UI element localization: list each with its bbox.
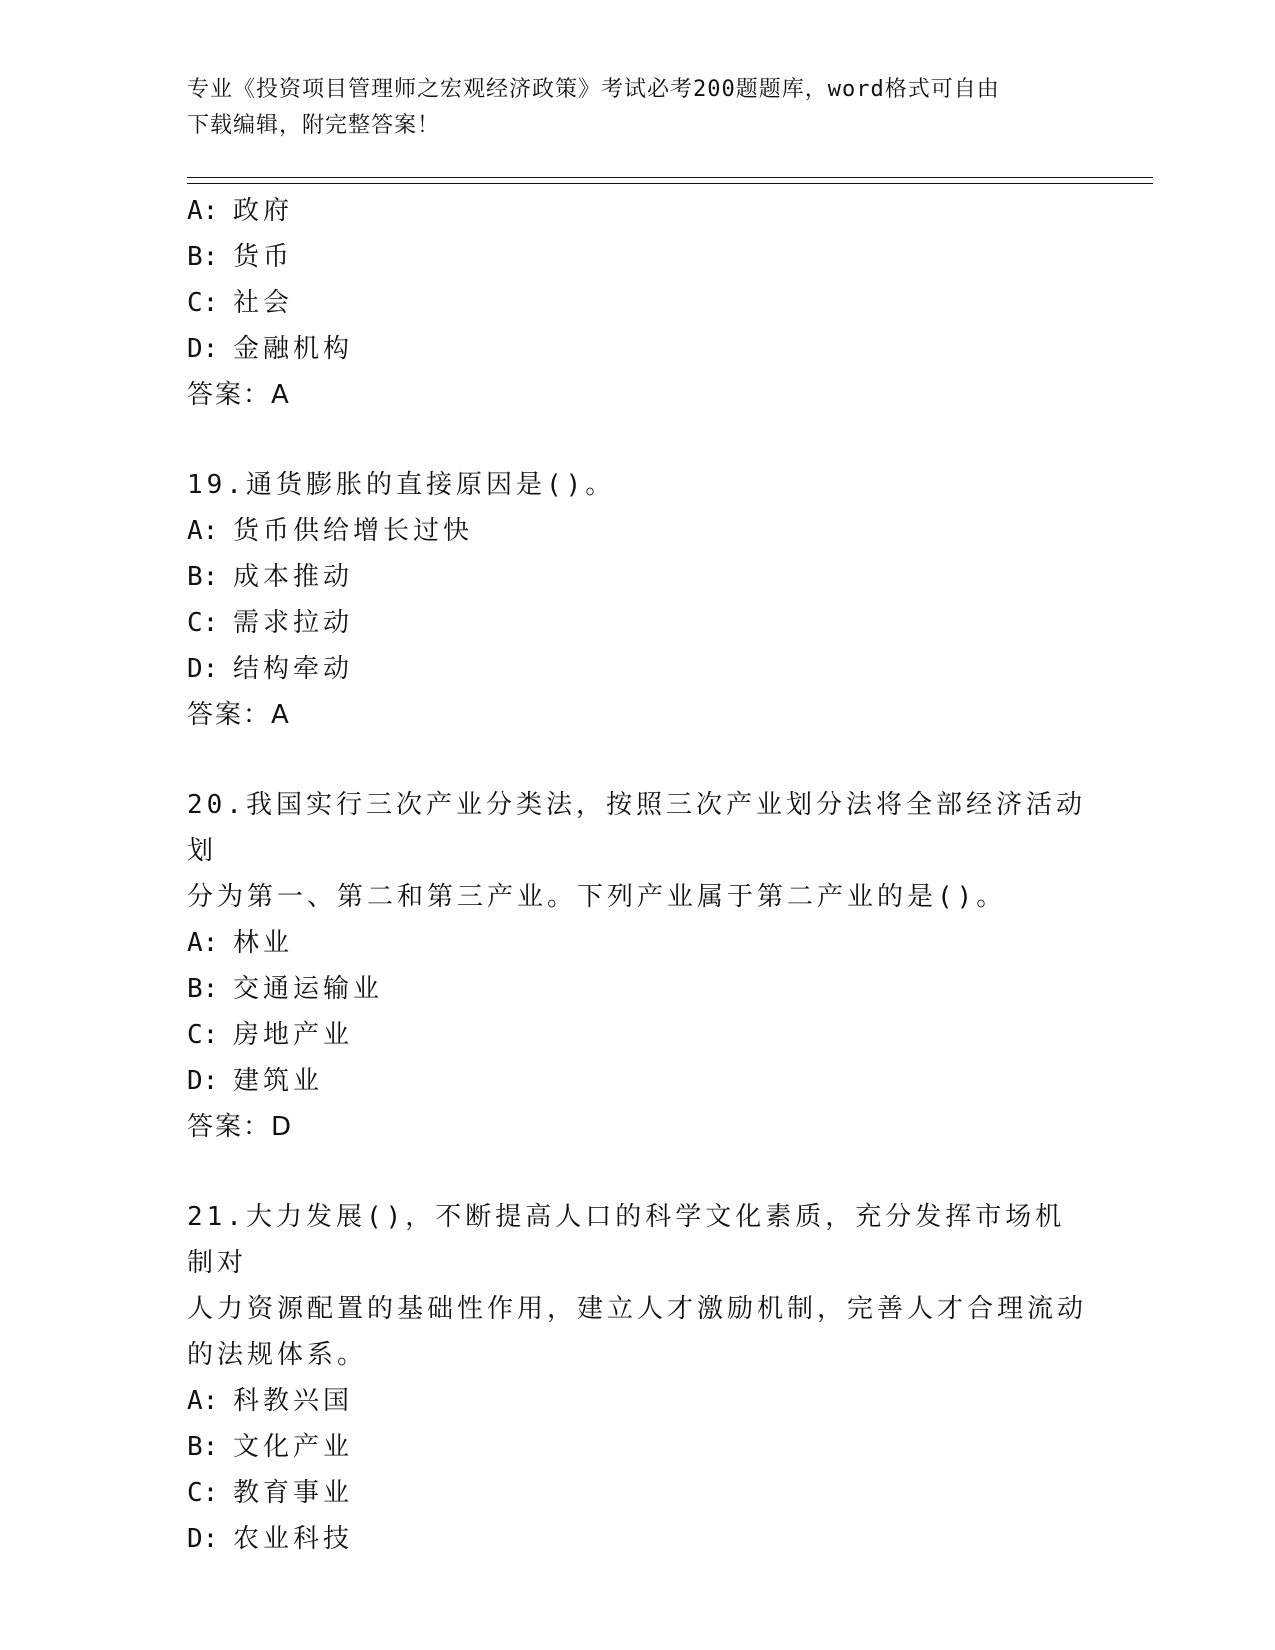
question-text-line-1: 20.我国实行三次产业分类法，按照三次产业划分法将全部经济活动划 [187, 790, 1086, 866]
question-block-18 [187, 188, 1087, 418]
header-line-1: 专业《投资项目管理师之宏观经济政策》考试必考200题题库，word格式可自由 [187, 77, 1000, 102]
option-c: C: 房地产业 [187, 1020, 354, 1050]
option-d: D: 建筑业 [187, 1066, 324, 1096]
header-line-2: 下载编辑，附完整答案！ [187, 113, 441, 138]
question-text-line-2: 分为第一、第二和第三产业。下列产业属于第二产业的是()。 [187, 882, 1007, 912]
option-c: C: 需求拉动 [187, 608, 354, 638]
option-b: B: 成本推动 [187, 562, 354, 592]
spacer [187, 1150, 1087, 1194]
spacer [187, 418, 1087, 462]
question-text-line-3: 的法规体系。 [187, 1340, 368, 1370]
option-d: D: 结构牵动 [187, 654, 354, 684]
question-list [187, 188, 1087, 1562]
answer-line: 答案：D [187, 1112, 294, 1142]
option-c: C: 教育事业 [187, 1478, 354, 1508]
document-header [187, 72, 1067, 144]
option-a: A: 科教兴国 [187, 1386, 354, 1416]
option-d: D: 金融机构 [187, 334, 354, 364]
option-b: B: 货币 [187, 242, 294, 272]
option-a: A: 林业 [187, 928, 294, 958]
option-a: A: 政府 [187, 196, 294, 226]
option-c: C: 社会 [187, 288, 294, 318]
question-block-19 [187, 462, 1087, 738]
question-text: 19.通货膨胀的直接原因是()。 [187, 470, 616, 500]
answer-line: 答案：A [187, 380, 291, 410]
question-block-21 [187, 1194, 1087, 1562]
option-a: A: 货币供给增长过快 [187, 516, 474, 546]
question-text-line-2: 人力资源配置的基础性作用，建立人才激励机制，完善人才合理流动 [187, 1294, 1088, 1324]
header-rule-top [187, 177, 1153, 178]
option-d: D: 农业科技 [187, 1524, 354, 1554]
question-text-line-1: 21.大力发展()，不断提高人口的科学文化素质，充分发挥市场机制对 [187, 1202, 1066, 1278]
answer-line: 答案：A [187, 700, 291, 730]
spacer [187, 738, 1087, 782]
option-b: B: 文化产业 [187, 1432, 354, 1462]
question-block-20 [187, 782, 1087, 1150]
option-b: B: 交通运输业 [187, 974, 384, 1004]
header-rule-bottom [187, 183, 1153, 184]
